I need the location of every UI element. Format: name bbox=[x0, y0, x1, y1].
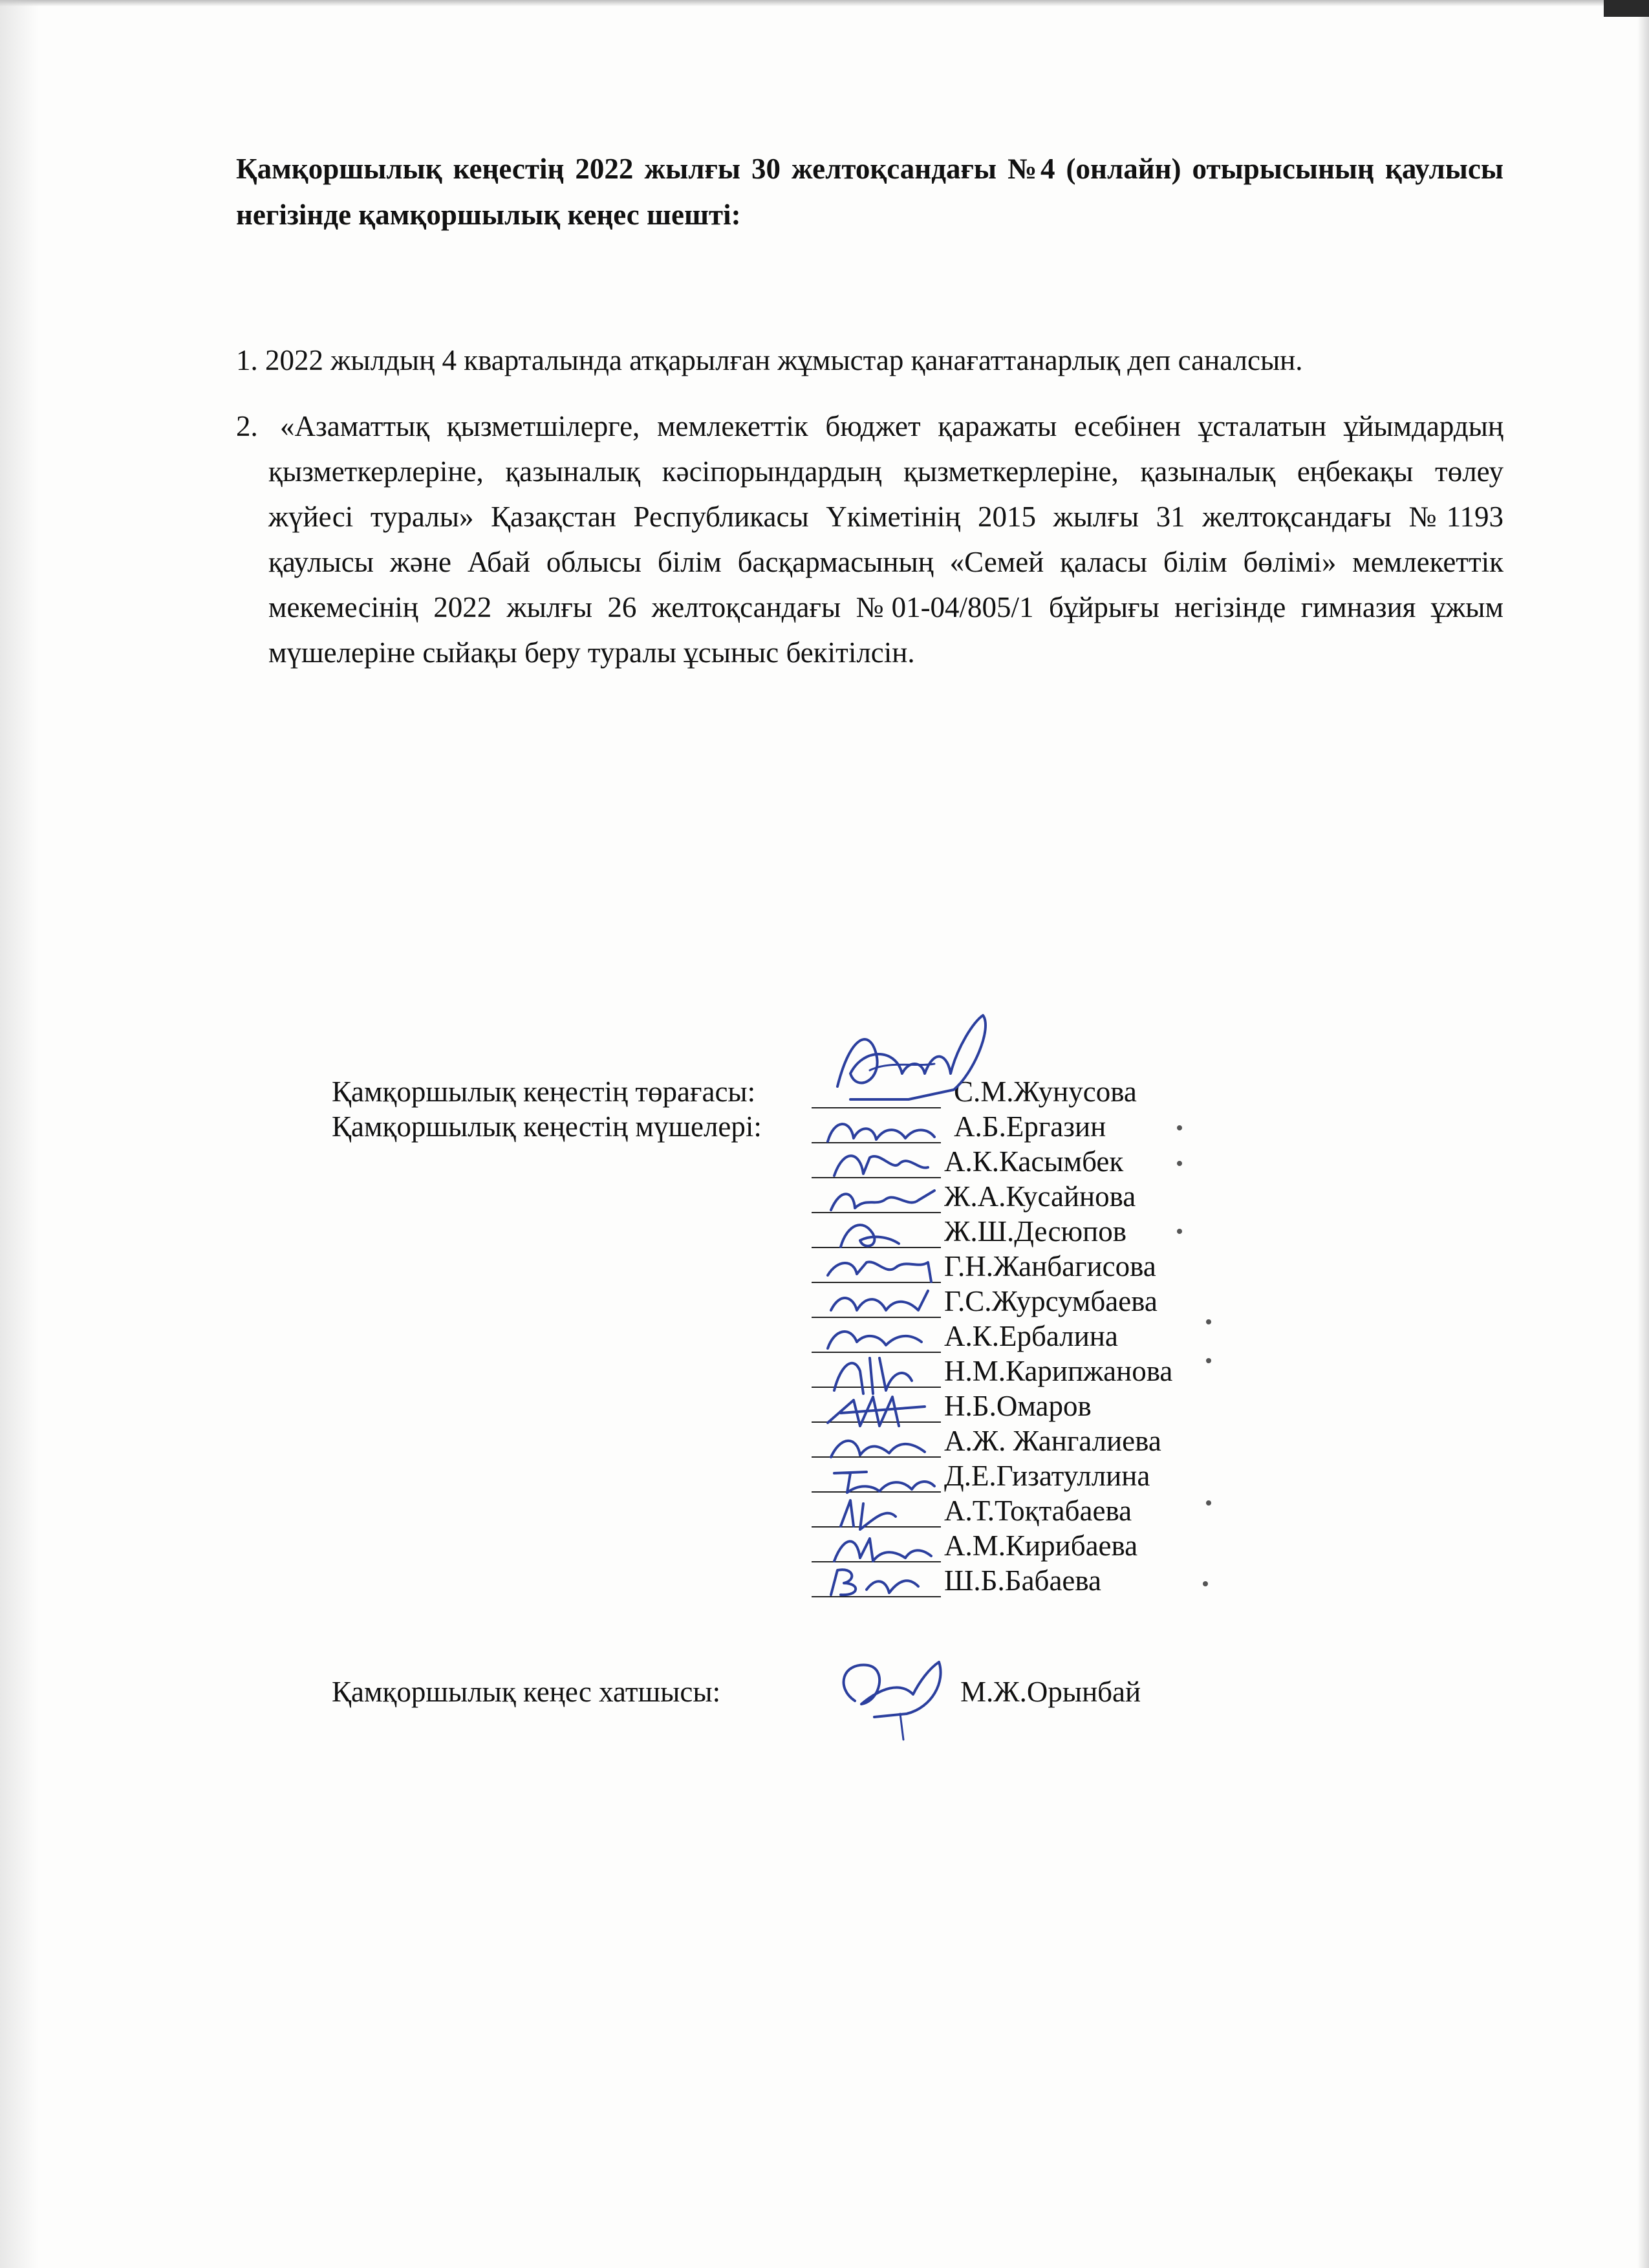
member-name: А.Т.Тоқтабаева bbox=[944, 1495, 1132, 1527]
secretary-signature bbox=[816, 1643, 958, 1746]
member-name: Г.Н.Жанбагисова bbox=[944, 1250, 1156, 1282]
member-signature bbox=[815, 1249, 944, 1288]
member-name: А.Ж. Жангалиева bbox=[944, 1425, 1161, 1457]
member-name: А.М.Кирибаева bbox=[944, 1529, 1138, 1562]
secretary-label: Қамқоршылық кеңес хатшысы: bbox=[332, 1676, 721, 1708]
scan-speck bbox=[1206, 1500, 1211, 1506]
chair-signature bbox=[812, 1009, 1006, 1112]
secretary-name: М.Ж.Орынбай bbox=[960, 1676, 1141, 1708]
scan-speck bbox=[1177, 1125, 1182, 1130]
member-signature bbox=[815, 1145, 944, 1183]
member-name: Г.С.Журсумбаева bbox=[944, 1285, 1158, 1317]
scan-speck bbox=[1203, 1581, 1208, 1586]
member-signature bbox=[815, 1215, 944, 1253]
item-number: 1. bbox=[236, 344, 258, 376]
member-signature bbox=[815, 1181, 944, 1220]
scan-speck bbox=[1177, 1229, 1182, 1234]
member-signature bbox=[815, 1564, 944, 1603]
members-label: Қамқоршылық кеңестің мүшелері: bbox=[332, 1110, 762, 1143]
member-signature bbox=[815, 1284, 944, 1323]
member-name: Ж.Ш.Десюпов bbox=[944, 1215, 1126, 1247]
item-number: 2. bbox=[236, 410, 258, 442]
member-name: Ш.Б.Бабаева bbox=[944, 1564, 1102, 1597]
document-heading: Қамқоршылық кеңестің 2022 жылғы 30 желтоқсандағы №4 (онлайн) отырысының қаулысы негізінде қамқоршылық кеңес шешті: bbox=[236, 153, 1503, 231]
chair-name: С.М.Жунусова bbox=[954, 1075, 1137, 1108]
item-text: 2022 жылдың 4 кварталында атқарылған жұмыстар қанағаттанарлық деп саналсын. bbox=[265, 344, 1303, 376]
item-text: «Азаматтық қызметшілерге, мемлекеттік бюджет қаражаты есебінен ұсталатын ұйымдардың қызметкерлеріне, қазыналық кәсіпорындардың қызметкерлеріне, қазыналық еңбекақы төлеу жүйесі туралы» Қазақстан Республикасы Үкіметінің 2015 жылғы 31 желтоқсандағы №1193 қаулысы және Абай облысы білім басқармасының «Семей қаласы білім бөлімі» мемлекеттік мекемесінің 2022 жылғы 26 желтоқсандағы №01-04/805/1 бұйрығы негізінде гимназия ұжым мүшелеріне сыйақы беру туралы ұсыныс бекітілсін. bbox=[268, 410, 1503, 669]
member-name: Д.Е.Гизатуллина bbox=[944, 1460, 1150, 1492]
member-name: А.К.Ербалина bbox=[944, 1320, 1118, 1352]
member-name: А.К.Касымбек bbox=[944, 1145, 1124, 1178]
member-name: А.Б.Ергазин bbox=[954, 1110, 1106, 1143]
member-signature bbox=[815, 1529, 944, 1568]
chair-label: Қамқоршылық кеңестің төрағасы: bbox=[332, 1075, 756, 1108]
member-signature bbox=[815, 1460, 944, 1499]
scan-speck bbox=[1206, 1358, 1211, 1363]
scan-speck bbox=[1177, 1161, 1182, 1166]
member-signature bbox=[815, 1426, 944, 1465]
scan-speck bbox=[1206, 1319, 1211, 1324]
member-signature bbox=[815, 1494, 944, 1533]
member-name: Ж.А.Кусайнова bbox=[944, 1180, 1136, 1213]
member-name: Н.Б.Омаров bbox=[944, 1390, 1092, 1422]
member-name: Н.М.Карипжанова bbox=[944, 1355, 1173, 1387]
